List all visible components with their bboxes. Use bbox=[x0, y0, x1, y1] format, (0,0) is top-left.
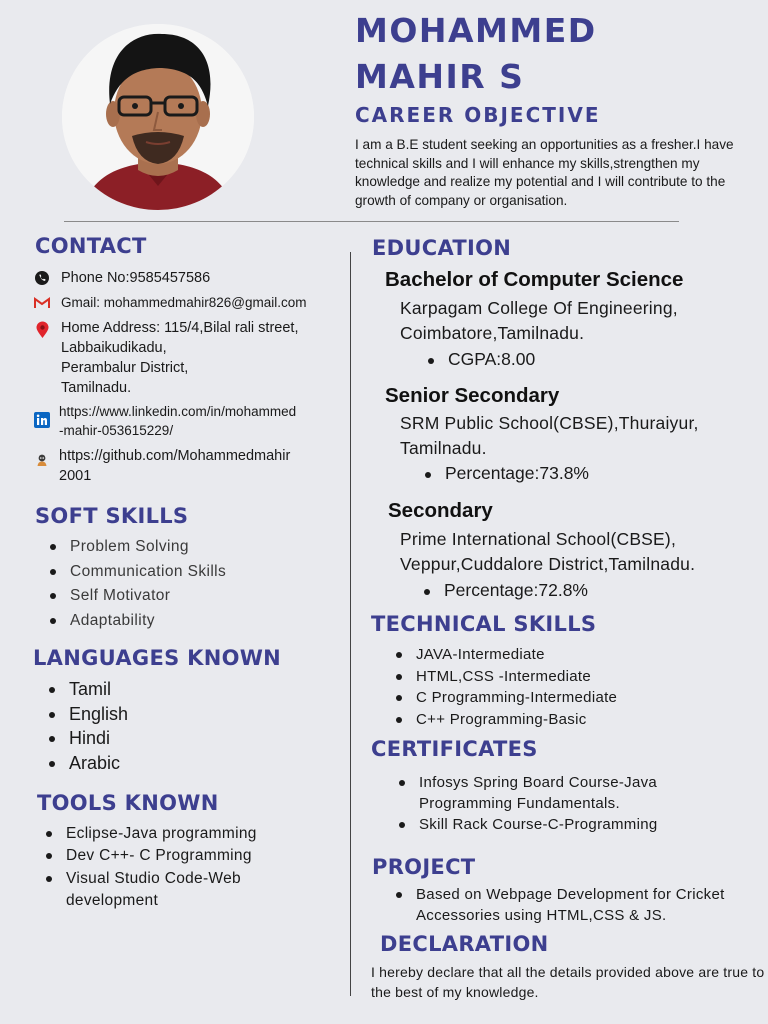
declaration-title: DECLARATION bbox=[380, 932, 549, 956]
list-item: Communication Skills bbox=[46, 560, 226, 585]
list-item: Problem Solving bbox=[46, 535, 226, 560]
soft-skills-list bbox=[46, 535, 226, 633]
certificates-list bbox=[395, 772, 705, 835]
education-score-1: CGPA:8.00 bbox=[448, 349, 536, 369]
list-item: Visual Studio Code-Web development bbox=[42, 868, 332, 913]
column-divider bbox=[350, 252, 351, 996]
list-item: Tamil bbox=[45, 677, 128, 702]
education-line: Coimbatore,Tamilnadu. bbox=[400, 323, 585, 343]
education-line: SRM Public School(CBSE),Thuraiyur, bbox=[400, 413, 699, 433]
education-line: Karpagam College Of Engineering, bbox=[400, 298, 678, 318]
candidate-name bbox=[355, 8, 597, 100]
header-divider bbox=[64, 221, 679, 222]
address-line-1: Home Address: 115/4,Bilal rali street, bbox=[61, 320, 299, 336]
linkedin-line-2[interactable]: -mahir-053615229/ bbox=[59, 423, 174, 438]
linkedin-icon bbox=[34, 412, 50, 428]
technical-skills-list bbox=[392, 644, 617, 730]
linkedin-line-1[interactable]: https://www.linkedin.com/in/mohammed bbox=[59, 404, 297, 419]
education-degree-2: Senior Secondary bbox=[385, 384, 560, 407]
github-line-1[interactable]: https://github.com/Mohammedmahir bbox=[59, 448, 291, 464]
list-item: Arabic bbox=[45, 751, 128, 776]
list-item: C++ Programming-Basic bbox=[392, 709, 617, 731]
education-institution-1 bbox=[400, 296, 678, 346]
education-score-2: Percentage:73.8% bbox=[445, 463, 589, 483]
education-degree-1: Bachelor of Computer Science bbox=[385, 268, 684, 291]
list-item: Infosys Spring Board Course-Java Programming Fundamentals. bbox=[395, 772, 705, 814]
contact-title: CONTACT bbox=[35, 234, 147, 258]
tools-title: TOOLS KNOWN bbox=[37, 791, 219, 815]
location-pin-icon bbox=[34, 322, 50, 338]
list-item: Skill Rack Course-C-Programming bbox=[395, 814, 705, 835]
education-institution-3 bbox=[400, 527, 695, 577]
education-line: Tamilnadu. bbox=[400, 438, 487, 458]
email-text[interactable]: Gmail: mohammedmahir826@gmail.com bbox=[61, 295, 307, 310]
technical-skills-title: TECHNICAL SKILLS bbox=[371, 612, 597, 636]
list-item: JAVA-Intermediate bbox=[392, 644, 617, 666]
address-line-3: Perambalur District, bbox=[61, 360, 189, 376]
education-line: Veppur,Cuddalore District,Tamilnadu. bbox=[400, 554, 696, 574]
languages-title: LANGUAGES KNOWN bbox=[33, 646, 282, 670]
list-item: Based on Webpage Development for Cricket Accessories using HTML,CSS & JS. bbox=[392, 884, 752, 926]
list-item: Adaptability bbox=[46, 609, 226, 634]
project-title: PROJECT bbox=[372, 855, 476, 879]
address-line-4: Tamilnadu. bbox=[61, 380, 132, 396]
education-degree-3: Secondary bbox=[388, 499, 493, 522]
gmail-icon bbox=[34, 295, 50, 311]
profile-photo bbox=[62, 24, 254, 210]
list-item: Hindi bbox=[45, 726, 128, 751]
project-list bbox=[392, 884, 752, 926]
soft-skills-title: SOFT SKILLS bbox=[35, 504, 189, 528]
list-item: Dev C++- C Programming bbox=[42, 845, 332, 867]
list-item: Eclipse-Java programming bbox=[42, 823, 332, 845]
languages-list bbox=[45, 677, 128, 775]
list-item: English bbox=[45, 702, 128, 727]
education-score-3: Percentage:72.8% bbox=[444, 580, 588, 600]
certificates-title: CERTIFICATES bbox=[371, 737, 538, 761]
education-line: Prime International School(CBSE), bbox=[400, 529, 677, 549]
list-item: Self Motivator bbox=[46, 584, 226, 609]
name-line-1: MOHAMMED bbox=[355, 11, 597, 50]
phone-text: Phone No:9585457586 bbox=[61, 270, 211, 286]
career-objective-title: CAREER OBJECTIVE bbox=[355, 103, 601, 127]
career-objective-text: I am a B.E student seeking an opportunities as a fresher.I have technical skills and I will enhance my skills,strengthen my knowledge and realize my potential and I will contribute to the growth of company or organisation. bbox=[355, 137, 734, 208]
list-item: HTML,CSS -Intermediate bbox=[392, 666, 617, 688]
tools-list bbox=[42, 823, 332, 912]
address-line-2: Labbaikudikadu, bbox=[61, 340, 167, 356]
declaration-text: I hereby declare that all the details provided above are true to the best of my knowledge. bbox=[371, 964, 765, 1000]
github-line-2[interactable]: 2001 bbox=[59, 468, 92, 484]
list-item: C Programming-Intermediate bbox=[392, 687, 617, 709]
name-line-2: MAHIR S bbox=[355, 57, 525, 96]
phone-icon bbox=[34, 270, 50, 286]
education-title: EDUCATION bbox=[372, 236, 512, 260]
github-icon bbox=[34, 452, 50, 468]
education-institution-2 bbox=[400, 411, 699, 461]
